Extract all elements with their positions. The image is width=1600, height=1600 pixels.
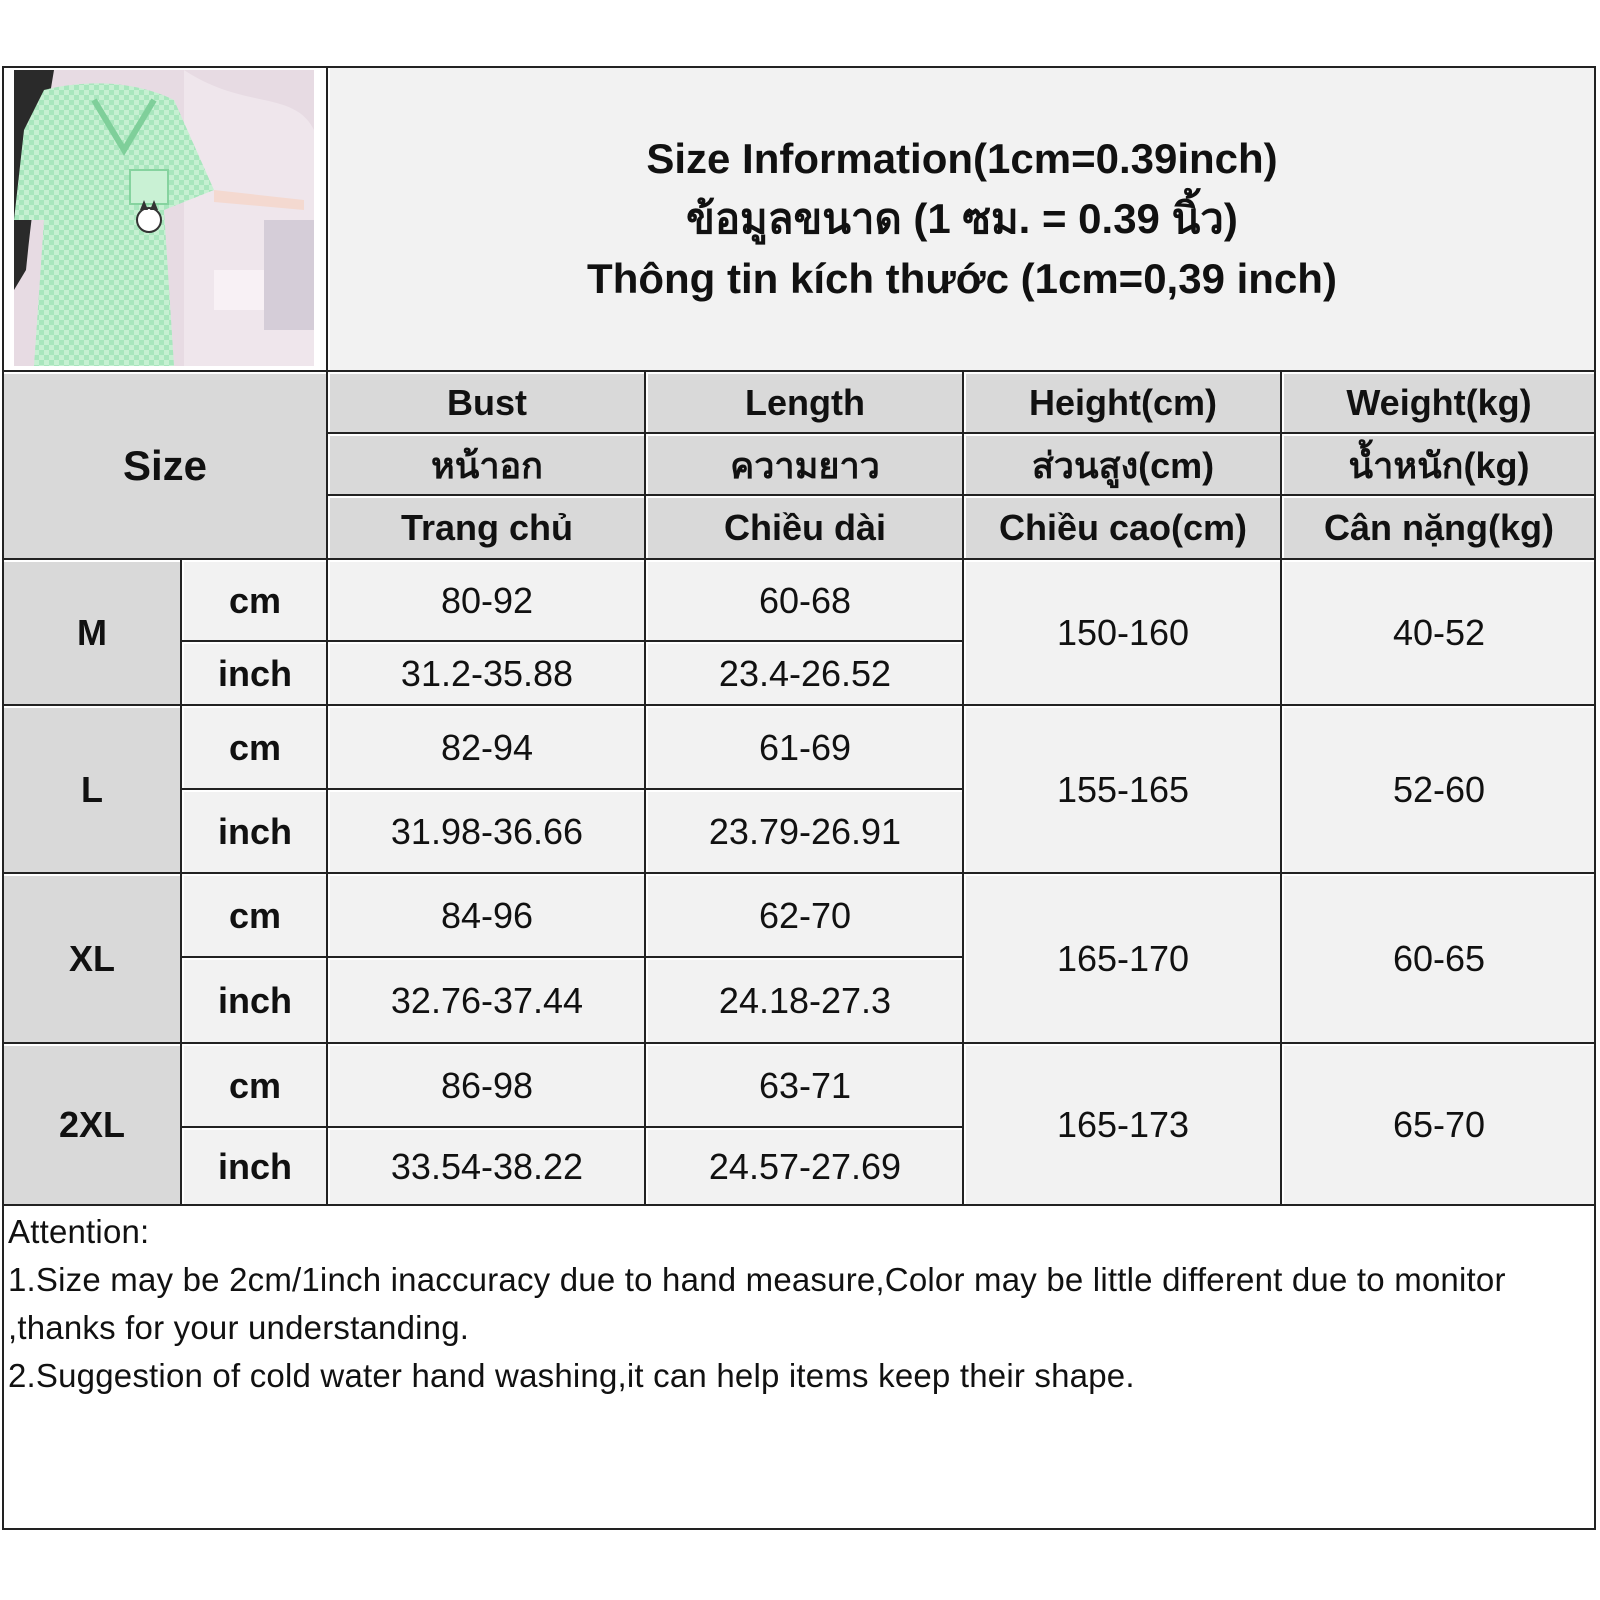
- col-height-th: ส่วนสูง(cm): [966, 436, 1280, 494]
- grid-line: [2, 370, 1596, 372]
- 2xl-bust-inch: 33.54-38.22: [330, 1130, 644, 1204]
- 2xl-length-cm: 63-71: [648, 1046, 962, 1126]
- notes-item-2: 2.Suggestion of cold water hand washing,it can help items keep their shape.: [8, 1357, 1135, 1394]
- grid-line: [180, 560, 182, 1206]
- unit-cm: cm: [184, 562, 326, 640]
- grid-line: [180, 1126, 964, 1128]
- unit-inch: inch: [184, 644, 326, 704]
- unit-cm: cm: [184, 708, 326, 788]
- grid-line: [2, 704, 1596, 706]
- l-bust-inch: 31.98-36.66: [330, 792, 644, 872]
- col-bust-en: Bust: [330, 374, 644, 432]
- xl-bust-cm: 84-96: [330, 876, 644, 956]
- 2xl-bust-cm: 86-98: [330, 1046, 644, 1126]
- l-bust-cm: 82-94: [330, 708, 644, 788]
- size-xl-label: XL: [4, 876, 180, 1042]
- title-english: Size Information(1cm=0.39inch): [646, 135, 1278, 182]
- grid-line: [2, 1042, 1596, 1044]
- xl-length-inch: 24.18-27.3: [648, 960, 962, 1042]
- col-height-vi: Chiều cao(cm): [966, 498, 1280, 558]
- 2xl-weight: 65-70: [1284, 1046, 1594, 1204]
- grid-line: [180, 956, 964, 958]
- m-height: 150-160: [966, 562, 1280, 704]
- grid-line: [180, 788, 964, 790]
- grid-line: [326, 432, 1596, 434]
- title-vietnamese: Thông tin kích thước (1cm=0,39 inch): [587, 255, 1337, 302]
- unit-inch: inch: [184, 960, 326, 1042]
- col-length-en: Length: [648, 374, 962, 432]
- size-m-label: M: [4, 562, 180, 704]
- 2xl-length-inch: 24.57-27.69: [648, 1130, 962, 1204]
- m-length-inch: 23.4-26.52: [648, 644, 962, 704]
- xl-height: 165-170: [966, 876, 1280, 1042]
- grid-line: [2, 1204, 1596, 1206]
- col-bust-th: หน้าอก: [330, 436, 644, 494]
- unit-cm: cm: [184, 876, 326, 956]
- size-header: Size: [4, 374, 326, 558]
- l-length-inch: 23.79-26.91: [648, 792, 962, 872]
- xl-weight: 60-65: [1284, 876, 1594, 1042]
- title-thai: ข้อมูลขนาด (1 ซม. = 0.39 นิ้ว): [686, 195, 1238, 242]
- unit-cm: cm: [184, 1046, 326, 1126]
- notes-item-1: 1.Size may be 2cm/1inch inaccuracy due to hand measure,Color may be little different due to monitor ,thanks for your understanding.: [8, 1261, 1506, 1346]
- 2xl-height: 165-173: [966, 1046, 1280, 1204]
- unit-inch: inch: [184, 1130, 326, 1204]
- product-photo: [14, 70, 314, 366]
- grid-line: [1280, 372, 1282, 1206]
- col-height-en: Height(cm): [966, 374, 1280, 432]
- size-2xl-label: 2XL: [4, 1046, 180, 1204]
- col-weight-vi: Cân nặng(kg): [1284, 498, 1594, 558]
- unit-inch: inch: [184, 792, 326, 872]
- notes-heading: Attention:: [8, 1213, 150, 1250]
- grid-line: [326, 68, 328, 1206]
- xl-bust-inch: 32.76-37.44: [330, 960, 644, 1042]
- grid-line: [180, 640, 964, 642]
- grid-line: [326, 494, 1596, 496]
- grid-line: [2, 872, 1596, 874]
- m-length-cm: 60-68: [648, 562, 962, 640]
- m-bust-cm: 80-92: [330, 562, 644, 640]
- col-bust-vi: Trang chủ: [330, 498, 644, 558]
- col-length-vi: Chiều dài: [648, 498, 962, 558]
- pajama-model-image: [14, 70, 314, 366]
- m-bust-inch: 31.2-35.88: [330, 644, 644, 704]
- l-weight: 52-60: [1284, 708, 1594, 872]
- xl-length-cm: 62-70: [648, 876, 962, 956]
- col-length-th: ความยาว: [648, 436, 962, 494]
- m-weight: 40-52: [1284, 562, 1594, 704]
- grid-line: [2, 558, 1596, 560]
- title-block: [330, 68, 1594, 370]
- col-weight-th: น้ำหนัก(kg): [1284, 436, 1594, 494]
- size-l-label: L: [4, 708, 180, 872]
- l-height: 155-165: [966, 708, 1280, 872]
- col-weight-en: Weight(kg): [1284, 374, 1594, 432]
- attention-notes: [8, 1208, 1588, 1400]
- l-length-cm: 61-69: [648, 708, 962, 788]
